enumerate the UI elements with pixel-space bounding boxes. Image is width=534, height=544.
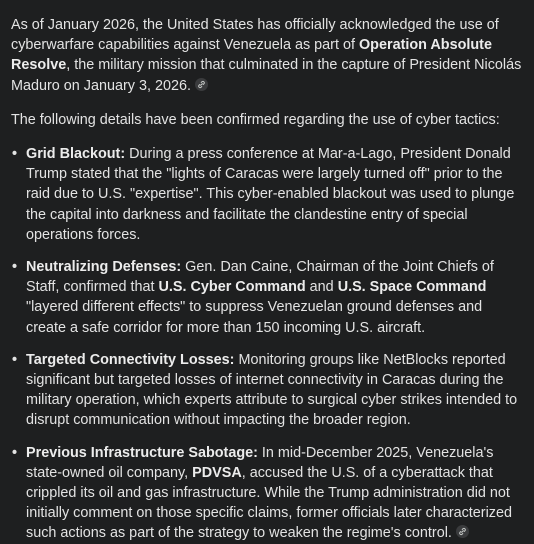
bullet-marker: •	[12, 444, 18, 461]
bullet-marker: •	[12, 146, 18, 163]
list-item-text: During a press conference at Mar-a-Lago, President Donald Trump stated that the "lights of Caracas were largely turned off" prior to the raid due to U.S. "expertise". This cyber-enabled blackout was used to plunge the capital into darkness and facilitate the clandestine entry of special operations forces.	[26, 146, 515, 243]
list-item-text: Gen. Dan Caine, Chairman of the Joint Chiefs of Staff, confirmed that	[26, 259, 494, 296]
list-item-title: Previous Infrastructure Sabotage:	[26, 444, 258, 461]
link-icon	[458, 527, 467, 536]
list-item	[11, 443, 526, 544]
list-item-emphasis: PDVSA	[192, 464, 242, 481]
list-item-title: Grid Blackout:	[26, 146, 126, 163]
lead-paragraph: The following details have been confirmed regarding the use of cyber tactics:	[11, 111, 500, 128]
list-item-text: and	[305, 279, 338, 296]
list-item-text: In mid-December 2025, Venezuela's state-owned oil company,	[26, 444, 494, 481]
list-item	[11, 257, 526, 338]
list-item-text: Monitoring groups like NetBlocks reported significant but targeted losses of internet connectivity in Caracas during the military operation, which experts attribute to surgical cyber strikes intended to disrupt communication without impacting the broader region.	[26, 351, 518, 429]
list-item-emphasis: U.S. Cyber Command	[158, 279, 306, 296]
intro-text-post: , the military mission that culminated in the capture of President Nicolás Maduro on January 3, 2026.	[11, 57, 522, 94]
operation-name: Operation Absolute Resolve	[11, 37, 492, 74]
list-item-title: Targeted Connectivity Losses:	[26, 351, 235, 368]
link-icon	[197, 80, 206, 89]
bullet-marker: •	[12, 259, 18, 276]
facts-list	[11, 144, 526, 544]
intro-paragraph	[11, 15, 526, 96]
list-item-emphasis: U.S. Space Command	[337, 279, 487, 296]
list-item-text: , accused the U.S. of a cyberattack that crippled its oil and gas infrastructure. While the Trump administration did not initially comment on those specific claims, former officials later characterized such actions as part of the strategy to weaken the regime's control.	[26, 464, 513, 542]
list-item-text: "layered different effects" to suppress Venezuelan ground defenses and create a safe corridor for more than 150 incoming U.S. aircraft.	[26, 299, 483, 336]
list-item-title: Neutralizing Defenses:	[26, 259, 182, 276]
bullet-marker: •	[12, 351, 18, 368]
list-item	[11, 144, 526, 245]
list-item	[11, 350, 526, 431]
intro-text-pre: As of January 2026, the United States has officially acknowledged the use of cyberwarfare capabilities against Venezuela as part of	[11, 17, 499, 54]
source-link-icon[interactable]	[195, 78, 208, 91]
source-link-icon[interactable]	[456, 525, 469, 538]
